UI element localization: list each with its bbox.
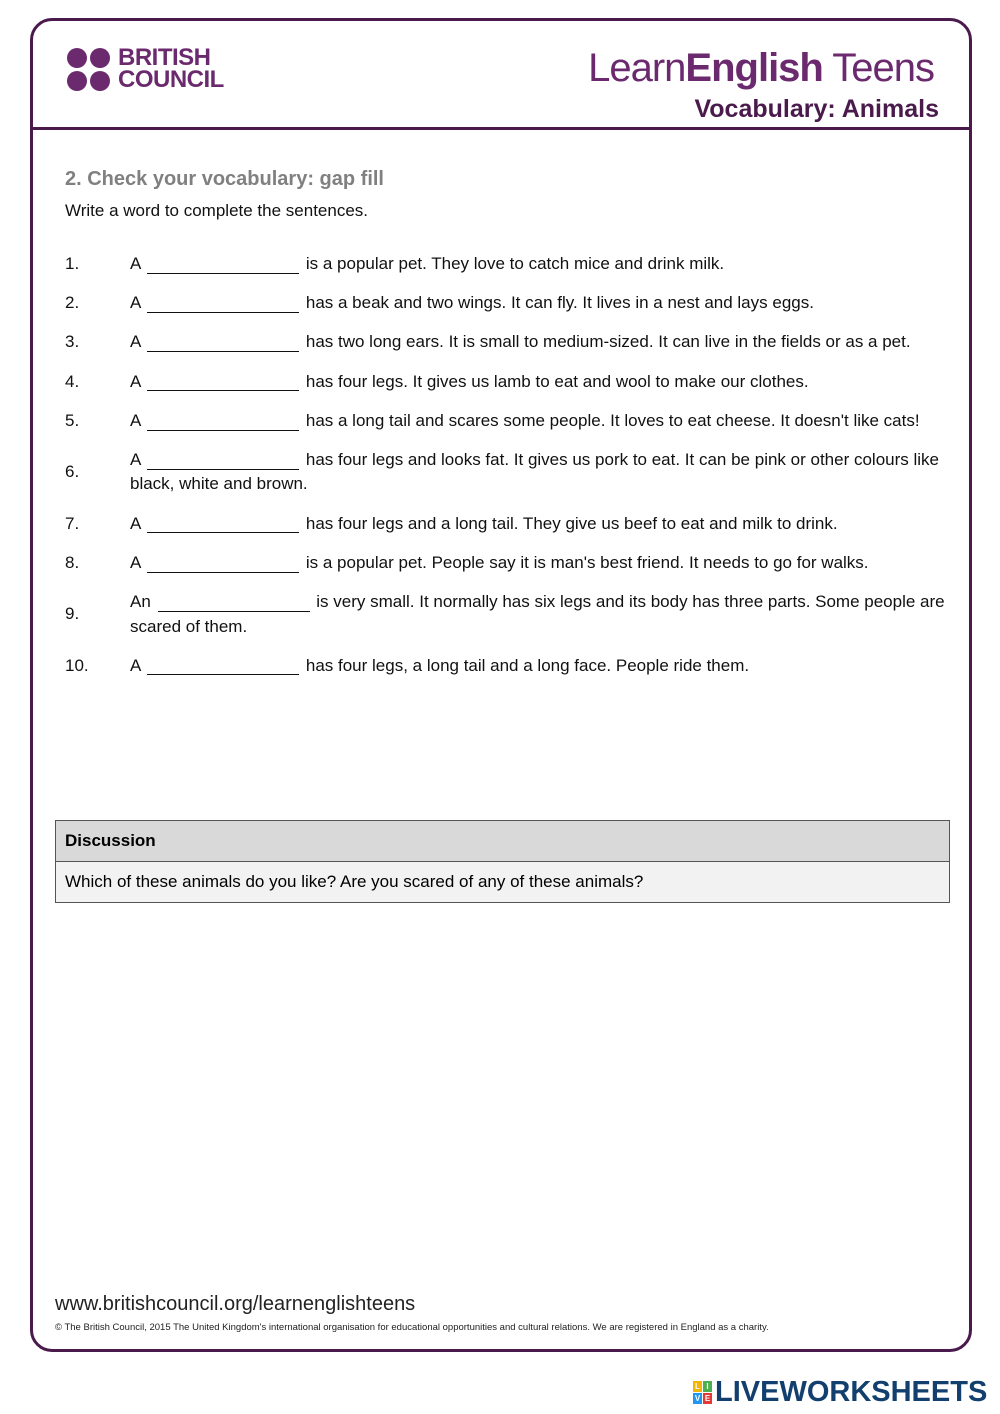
gap-fill-item bbox=[65, 551, 945, 576]
answer-input[interactable] bbox=[147, 515, 299, 533]
gap-fill-item bbox=[65, 448, 945, 497]
brand-line2: COUNCIL bbox=[118, 66, 224, 93]
live-squares-icon bbox=[693, 1381, 712, 1404]
british-council-logo bbox=[67, 44, 224, 93]
item-post: is very small. It normally has six legs and its body has three parts. Some people are scared of them. bbox=[130, 592, 945, 636]
answer-input[interactable] bbox=[158, 594, 310, 612]
item-pre: A bbox=[130, 293, 141, 313]
item-sentence bbox=[130, 291, 945, 316]
live-letter-tile: E bbox=[704, 1394, 711, 1403]
item-pre: A bbox=[130, 552, 141, 572]
item-sentence bbox=[130, 590, 945, 639]
gap-fill-item bbox=[65, 330, 945, 355]
item-post: has four legs and a long tail. They give us beef to eat and milk to drink. bbox=[305, 513, 838, 533]
answer-input[interactable] bbox=[147, 334, 299, 352]
footer-copyright: © The British Council, 2015 The United Kingdom's international organisation for educational opportunities and cultural relations. We are registered in England as a charity. bbox=[55, 1322, 769, 1333]
item-sentence bbox=[130, 252, 945, 277]
item-pre: A bbox=[130, 513, 141, 533]
gap-fill-item bbox=[65, 252, 945, 277]
gap-fill-item bbox=[65, 654, 945, 679]
item-number: 5. bbox=[65, 410, 80, 430]
answer-input[interactable] bbox=[147, 373, 299, 391]
item-pre: A bbox=[130, 410, 141, 430]
live-letter-tile: V bbox=[694, 1394, 701, 1403]
item-number: 8. bbox=[65, 552, 80, 572]
footer-url[interactable]: www.britishcouncil.org/learnenglishteens bbox=[55, 1293, 416, 1315]
discussion-heading: Discussion bbox=[56, 821, 949, 862]
logo-teens: Teens bbox=[822, 46, 934, 90]
gap-fill-item bbox=[65, 590, 945, 639]
item-number: 4. bbox=[65, 371, 80, 391]
discussion-question: Which of these animals do you like? Are you scared of any of these animals? bbox=[56, 862, 949, 902]
liveworksheets-text: LIVEWORKSHEETS bbox=[715, 1376, 988, 1408]
item-post: has four legs. It gives us lamb to eat and wool to make our clothes. bbox=[305, 371, 809, 391]
instructions: Write a word to complete the sentences. bbox=[65, 201, 369, 220]
item-post: has four legs, a long tail and a long face. People ride them. bbox=[305, 655, 750, 675]
answer-input[interactable] bbox=[147, 657, 299, 675]
answer-input[interactable] bbox=[147, 295, 299, 313]
item-sentence bbox=[130, 654, 945, 679]
item-pre: An bbox=[130, 592, 151, 611]
item-number: 2. bbox=[65, 293, 80, 313]
gap-fill-item bbox=[65, 291, 945, 316]
item-number: 7. bbox=[65, 513, 80, 533]
answer-input[interactable] bbox=[147, 452, 299, 470]
logo-learn: Learn bbox=[588, 46, 686, 90]
item-number: 3. bbox=[65, 332, 80, 352]
item-post: has four legs and looks fat. It gives us pork to eat. It can be pink or other colours like black, white and brown. bbox=[130, 449, 939, 494]
item-number: 6. bbox=[65, 462, 80, 482]
live-letter-tile: I bbox=[703, 1381, 712, 1392]
item-number: 10. bbox=[65, 655, 89, 675]
gap-fill-list bbox=[65, 252, 945, 693]
item-sentence bbox=[130, 448, 945, 497]
live-letter-tile: L bbox=[693, 1381, 702, 1392]
gap-fill-item bbox=[65, 512, 945, 537]
item-post: is a popular pet. They love to catch mice and drink milk. bbox=[305, 254, 725, 273]
gap-fill-item bbox=[65, 409, 945, 434]
item-sentence bbox=[130, 551, 945, 576]
item-pre: A bbox=[130, 449, 141, 469]
item-sentence bbox=[130, 409, 945, 434]
answer-input[interactable] bbox=[147, 413, 299, 431]
liveworksheets-logo bbox=[693, 1376, 987, 1409]
item-number: 1. bbox=[65, 254, 80, 273]
item-pre: A bbox=[130, 254, 141, 273]
discussion-box bbox=[55, 820, 950, 903]
worksheet-subtitle: Vocabulary: Animals bbox=[694, 95, 939, 123]
item-post: has a long tail and scares some people. It loves to eat cheese. It doesn't like cats! bbox=[305, 410, 920, 430]
item-number: 9. bbox=[65, 604, 80, 624]
item-sentence bbox=[130, 370, 945, 395]
gap-fill-item bbox=[65, 370, 945, 395]
item-pre: A bbox=[130, 371, 141, 391]
answer-input[interactable] bbox=[147, 555, 299, 573]
answer-input[interactable] bbox=[147, 256, 299, 274]
logo-dots-icon bbox=[67, 48, 110, 91]
item-sentence bbox=[130, 512, 945, 537]
brand-line1: BRITISH bbox=[118, 44, 211, 71]
item-post: has two long ears. It is small to medium-sized. It can live in the fields or as a pet. bbox=[305, 332, 911, 352]
item-post: has a beak and two wings. It can fly. It lives in a nest and lays eggs. bbox=[305, 293, 814, 313]
item-pre: A bbox=[130, 332, 141, 352]
item-pre: A bbox=[130, 655, 141, 675]
item-post: is a popular pet. People say it is man's best friend. It needs to go for walks. bbox=[305, 552, 869, 572]
learnenglish-teens-logo bbox=[588, 46, 934, 91]
logo-english: English bbox=[685, 46, 823, 90]
item-sentence bbox=[130, 330, 945, 355]
header-divider bbox=[30, 127, 972, 130]
section-title: 2. Check your vocabulary: gap fill bbox=[65, 168, 384, 190]
